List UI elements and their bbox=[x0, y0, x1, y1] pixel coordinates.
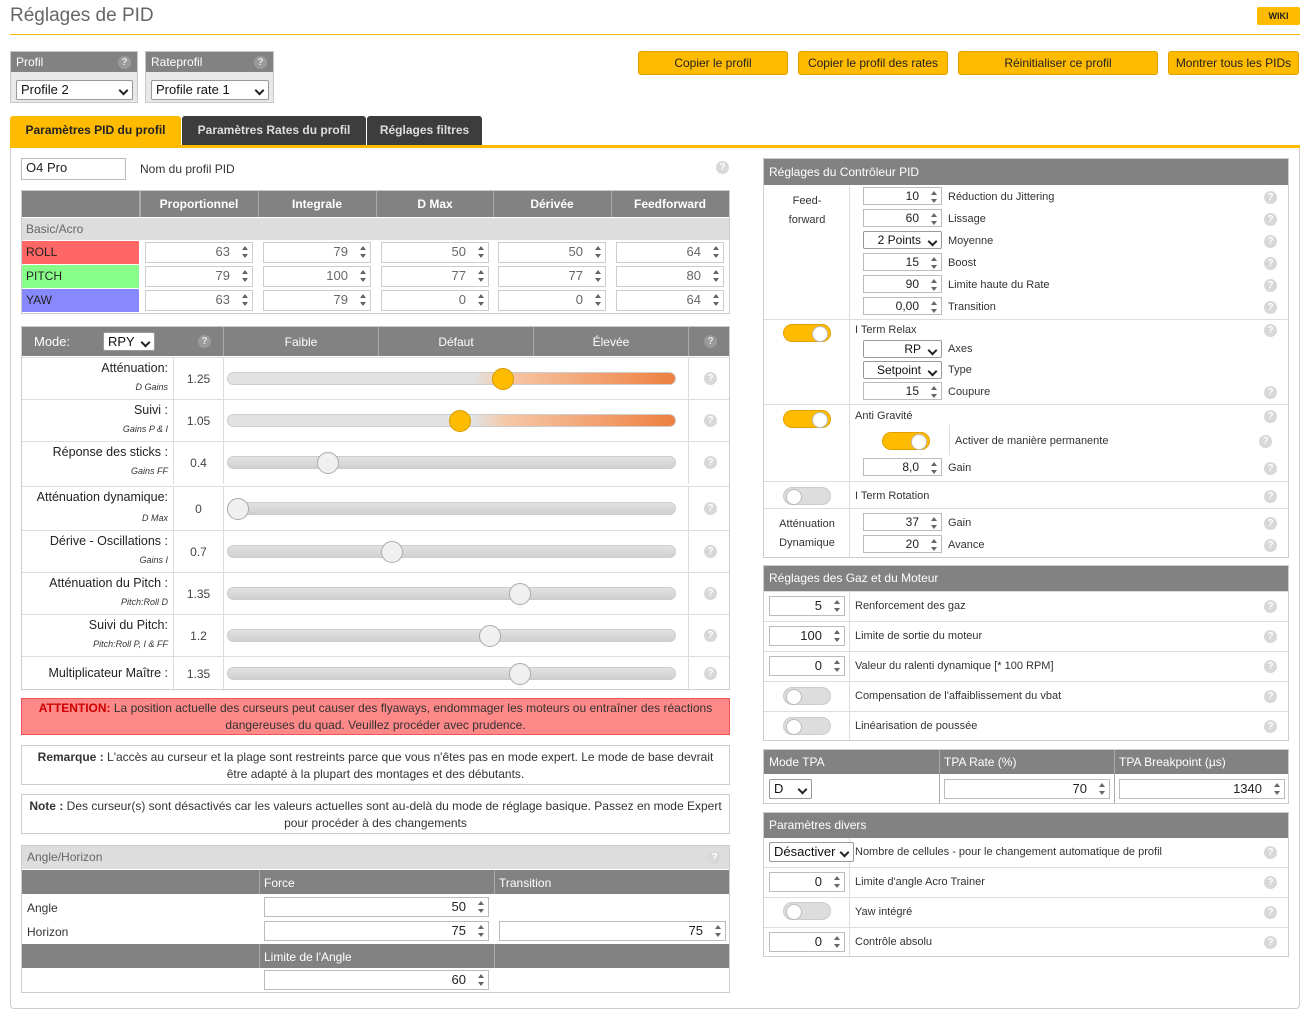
misc-panel bbox=[763, 812, 1289, 957]
slider-thumb[interactable] bbox=[509, 663, 531, 685]
copy-rates-button[interactable]: Copier le profil des rates bbox=[798, 51, 948, 75]
slider-row bbox=[22, 572, 729, 614]
anti-gravity-toggle[interactable] bbox=[783, 410, 831, 428]
help-icon[interactable]: ? bbox=[118, 56, 131, 69]
slider-sublabel: D Gains bbox=[135, 382, 168, 392]
anti-gravity-label: Anti Gravité bbox=[855, 410, 913, 422]
dyn-gain-label: Gain bbox=[948, 517, 972, 529]
ff-label: Limite haute du Rate bbox=[948, 279, 1050, 291]
angle-force-input[interactable]: 50 bbox=[264, 897, 489, 917]
help-icon[interactable]: ? bbox=[704, 335, 717, 348]
help-icon[interactable]: ? bbox=[1264, 213, 1277, 226]
slider-label: Multiplicateur Maître : bbox=[48, 666, 168, 680]
slider-thumb[interactable] bbox=[479, 625, 501, 647]
help-icon[interactable]: ? bbox=[1264, 539, 1277, 552]
pid-group-label: Basic/Acro bbox=[22, 218, 729, 240]
help-icon[interactable]: ? bbox=[1264, 235, 1277, 248]
pid-header: Integrale bbox=[258, 191, 375, 217]
horizon-transition-input[interactable]: 75 bbox=[499, 921, 726, 941]
tab-rates-profile[interactable]: Paramètres Rates du profil bbox=[182, 116, 366, 146]
feedforward-label-2: forward bbox=[788, 214, 826, 226]
throttle-toggle[interactable] bbox=[783, 717, 831, 735]
help-icon[interactable]: ? bbox=[1264, 462, 1277, 475]
slider-label: Atténuation du Pitch : bbox=[49, 576, 168, 590]
throttle-input[interactable]: 0 bbox=[769, 656, 845, 676]
slider-track[interactable] bbox=[227, 502, 676, 515]
dyn-gain-input[interactable]: 37 bbox=[863, 513, 942, 531]
note-strong: Note : bbox=[29, 799, 64, 813]
ag-gain-label: Gain bbox=[948, 462, 972, 474]
slider-sublabel: Pitch:Roll P, I & FF bbox=[93, 639, 168, 649]
iterm-rotation-toggle[interactable] bbox=[783, 487, 831, 505]
profile-box bbox=[10, 51, 138, 103]
acro-trainer-label: Limite d'angle Acro Trainer bbox=[855, 876, 985, 888]
relax-cutoff-label: Coupure bbox=[948, 386, 991, 398]
throttle-input[interactable]: 100 bbox=[769, 626, 845, 646]
slider-label: Suivi du Pitch: bbox=[88, 618, 168, 632]
slider-track[interactable] bbox=[227, 372, 676, 385]
page-title: Réglages de PID bbox=[10, 5, 154, 26]
note-text: Des curseur(s) sont désactivés car les valeurs actuelles sont au-delà du mode de réglage basique. Passez en mode Expert pour procéder à des changements bbox=[63, 799, 722, 830]
mode-label: Mode: bbox=[34, 334, 71, 349]
slider-value: 1.2 bbox=[190, 629, 207, 643]
help-icon[interactable]: ? bbox=[704, 667, 717, 680]
slider-track[interactable] bbox=[227, 545, 676, 558]
help-icon[interactable]: ? bbox=[1264, 630, 1277, 643]
pid-value-input[interactable]: 64 bbox=[616, 290, 724, 311]
pid-axis-yaw: YAW bbox=[22, 289, 139, 312]
rateprofile-label: Rateprofil bbox=[151, 55, 203, 69]
help-icon[interactable]: ? bbox=[1264, 600, 1277, 613]
throttle-label: Valeur du ralenti dynamique [* 100 RPM] bbox=[855, 660, 1054, 672]
slider-label: Suivi : bbox=[133, 403, 168, 417]
help-icon[interactable]: ? bbox=[1264, 690, 1277, 703]
pid-header: D Max bbox=[376, 191, 493, 217]
slider-row bbox=[22, 614, 729, 656]
slider-row bbox=[22, 656, 729, 690]
pid-value-input[interactable]: 0 bbox=[498, 290, 606, 311]
ff-averaging-select[interactable]: 2 Points bbox=[863, 231, 942, 249]
pid-value-input[interactable]: 77 bbox=[498, 266, 606, 287]
pid-axis-pitch: PITCH bbox=[22, 265, 139, 288]
dyn-damping-label-2: Dynamique bbox=[779, 537, 835, 549]
pid-profile-name-label: Nom du profil PID bbox=[140, 162, 235, 176]
slider-row bbox=[22, 486, 729, 530]
help-icon[interactable]: ? bbox=[1264, 876, 1277, 889]
reset-profile-button[interactable]: Réinitialiser ce profil bbox=[958, 51, 1158, 75]
copy-profile-button[interactable]: Copier le profil bbox=[638, 51, 788, 75]
slider-sublabel: Gains FF bbox=[130, 466, 168, 476]
angle-limit-input[interactable]: 60 bbox=[264, 970, 489, 990]
rateprofile-select[interactable]: Profile rate 1 bbox=[151, 80, 269, 100]
slider-row bbox=[22, 530, 729, 572]
help-icon[interactable]: ? bbox=[1264, 660, 1277, 673]
ff-label: Moyenne bbox=[948, 235, 994, 247]
throttle-label: Compensation de l'affaiblissement du vbat bbox=[855, 690, 1062, 702]
slider-sublabel: Gains P & I bbox=[122, 424, 168, 434]
header-divider bbox=[10, 34, 1300, 35]
ff-input[interactable]: 60 bbox=[863, 209, 942, 227]
slider-thumb[interactable] bbox=[317, 452, 339, 474]
help-icon[interactable]: ? bbox=[1264, 324, 1277, 337]
horizon-force-input[interactable]: 75 bbox=[264, 921, 489, 941]
throttle-input[interactable]: 5 bbox=[769, 596, 845, 616]
slider-low-label: Faible bbox=[284, 335, 318, 349]
slider-thumb[interactable] bbox=[492, 368, 514, 390]
throttle-label: Limite de sortie du moteur bbox=[855, 630, 983, 642]
help-icon[interactable]: ? bbox=[1264, 490, 1277, 503]
help-icon[interactable]: ? bbox=[1259, 435, 1272, 448]
slider-value: 1.35 bbox=[186, 587, 211, 601]
angle-horizon-title: Angle/Horizon bbox=[22, 846, 729, 869]
pid-header: Proportionnel bbox=[140, 191, 257, 217]
slider-value: 0.4 bbox=[190, 456, 207, 470]
ff-input[interactable]: 0,00 bbox=[863, 297, 942, 315]
acro-trainer-input[interactable]: 0 bbox=[769, 872, 845, 892]
angle-horizon-panel bbox=[21, 845, 730, 993]
remark-text: L'accès au curseur et la plage sont restreints parce que vous n'êtes pas en mode expert. Le mode de base devrait être adapté à la plupart des montages et des débutants. bbox=[103, 750, 714, 781]
mode-select[interactable]: RPY bbox=[103, 332, 155, 351]
angle-limit-header: Limite de l'Angle bbox=[264, 950, 352, 964]
help-icon[interactable]: ? bbox=[704, 456, 717, 469]
absolute-control-input[interactable]: 0 bbox=[769, 932, 845, 952]
pid-value-input[interactable]: 80 bbox=[616, 266, 724, 287]
pid-value-input[interactable]: 79 bbox=[263, 290, 371, 311]
help-icon[interactable]: ? bbox=[704, 372, 717, 385]
note-box bbox=[21, 794, 730, 834]
ff-input[interactable]: 15 bbox=[863, 253, 942, 271]
slider-track[interactable] bbox=[227, 587, 676, 600]
angle-label: Angle bbox=[27, 901, 58, 915]
slider-track[interactable] bbox=[227, 667, 676, 680]
relax-type-select[interactable]: Setpoint bbox=[863, 361, 942, 379]
dyn-advance-label: Avance bbox=[948, 539, 985, 551]
help-icon[interactable]: ? bbox=[704, 629, 717, 642]
help-icon[interactable]: ? bbox=[1264, 257, 1277, 270]
slider-sublabel: Gains I bbox=[139, 555, 168, 565]
profile-select[interactable]: Profile 2 bbox=[16, 80, 133, 100]
slider-value: 1.05 bbox=[186, 414, 211, 428]
feedforward-label-1: Feed- bbox=[792, 195, 822, 207]
help-icon[interactable]: ? bbox=[1264, 386, 1277, 399]
slider-thumb[interactable] bbox=[381, 541, 403, 563]
slider-value: 1.35 bbox=[186, 667, 211, 681]
dyn-advance-input[interactable]: 20 bbox=[863, 535, 942, 553]
slider-row bbox=[22, 399, 729, 441]
integrated-yaw-toggle[interactable] bbox=[783, 902, 831, 920]
warning-box bbox=[21, 698, 730, 735]
help-icon[interactable]: ? bbox=[704, 414, 717, 427]
ag-gain-input[interactable]: 8,0 bbox=[863, 458, 942, 476]
profile-label: Profil bbox=[16, 55, 44, 69]
help-icon[interactable]: ? bbox=[1264, 191, 1277, 204]
cell-count-label: Nombre de cellules - pour le changement automatique de profil bbox=[855, 846, 1162, 858]
slider-thumb[interactable] bbox=[227, 498, 249, 520]
slider-default-label: Défaut bbox=[438, 335, 474, 349]
slider-label: Dérive - Oscillations : bbox=[49, 534, 168, 548]
throttle-toggle[interactable] bbox=[783, 687, 831, 705]
help-icon[interactable]: ? bbox=[716, 161, 729, 174]
ag-permanent-label: Activer de manière permanente bbox=[955, 435, 1109, 447]
horizon-label: Horizon bbox=[27, 925, 69, 939]
tpa-mode-select[interactable]: D bbox=[769, 779, 812, 799]
relax-cutoff-input[interactable]: 15 bbox=[863, 382, 942, 400]
tpa-mode-header: Mode TPA bbox=[769, 755, 825, 769]
pid-value-input[interactable]: 50 bbox=[381, 242, 489, 263]
cell-count-select[interactable]: Désactiver bbox=[769, 842, 854, 862]
pid-value-input[interactable]: 63 bbox=[145, 290, 253, 311]
pid-table bbox=[21, 190, 730, 314]
iterm-relax-toggle[interactable] bbox=[783, 324, 831, 342]
help-icon[interactable]: ? bbox=[1264, 846, 1277, 859]
slider-sublabel: D Max bbox=[141, 513, 168, 523]
throttle-label: Linéarisation de poussée bbox=[855, 720, 978, 732]
slider-value: 0.7 bbox=[190, 545, 207, 559]
slider-label: Atténuation dynamique: bbox=[36, 490, 168, 504]
slider-sublabel: Pitch:Roll D bbox=[120, 597, 168, 607]
pid-value-input[interactable]: 77 bbox=[381, 266, 489, 287]
pid-value-input[interactable]: 0 bbox=[381, 290, 489, 311]
tab-pid-profile[interactable]: Paramètres PID du profil bbox=[10, 116, 181, 146]
misc-title: Paramètres divers bbox=[764, 813, 1288, 838]
pid-header: Feedforward bbox=[611, 191, 728, 217]
tpa-rate-header: TPA Rate (%) bbox=[944, 755, 1017, 769]
help-icon[interactable]: ? bbox=[1264, 301, 1277, 314]
wiki-button[interactable]: WIKI bbox=[1257, 7, 1300, 25]
rateprofile-box bbox=[145, 51, 274, 103]
tpa-breakpoint-header: TPA Breakpoint (µs) bbox=[1119, 755, 1226, 769]
slider-value: 0 bbox=[195, 502, 202, 516]
slider-track[interactable] bbox=[227, 629, 676, 642]
dyn-damping-label-1: Atténuation bbox=[779, 518, 835, 530]
ff-label: Réduction du Jittering bbox=[948, 191, 1055, 203]
pid-controller-panel bbox=[763, 158, 1289, 558]
help-icon[interactable]: ? bbox=[708, 851, 721, 864]
slider-label: Atténuation: bbox=[101, 361, 168, 375]
ff-input[interactable]: 90 bbox=[863, 275, 942, 293]
throttle-label: Renforcement des gaz bbox=[855, 600, 966, 612]
pid-value-input[interactable]: 79 bbox=[263, 242, 371, 263]
tab-filters[interactable]: Réglages filtres bbox=[367, 116, 482, 146]
help-icon[interactable]: ? bbox=[1264, 936, 1277, 949]
absolute-control-label: Contrôle absolu bbox=[855, 936, 933, 948]
help-icon[interactable]: ? bbox=[704, 545, 717, 558]
ff-input[interactable]: 10 bbox=[863, 187, 942, 205]
slider-thumb[interactable] bbox=[509, 583, 531, 605]
pid-value-input[interactable]: 50 bbox=[498, 242, 606, 263]
slider-track[interactable] bbox=[227, 456, 676, 469]
pid-axis-roll: ROLL bbox=[22, 241, 139, 264]
tpa-breakpoint-input[interactable]: 1340 bbox=[1119, 779, 1285, 799]
pid-controller-title: Réglages du Contrôleur PID bbox=[764, 159, 1288, 185]
ff-label: Transition bbox=[948, 301, 996, 313]
warning-text: La position actuelle des curseurs peut causer des flyaways, endommager les moteurs ou entraîner des réactions dangereuses du quad. Veuillez procéder avec prudence. bbox=[110, 701, 713, 732]
relax-axes-label: Axes bbox=[948, 343, 973, 355]
force-header: Force bbox=[264, 876, 295, 890]
ff-label: Boost bbox=[948, 257, 977, 269]
ag-permanent-toggle[interactable] bbox=[882, 432, 930, 450]
slider-value: 1.25 bbox=[186, 372, 211, 386]
warning-strong: ATTENTION: bbox=[38, 701, 111, 715]
show-all-pids-button[interactable]: Montrer tous les PIDs bbox=[1168, 51, 1299, 75]
tpa-panel bbox=[763, 749, 1289, 804]
relax-axes-select[interactable]: RP bbox=[863, 340, 942, 358]
integrated-yaw-label: Yaw intégré bbox=[855, 906, 913, 918]
help-icon[interactable]: ? bbox=[704, 587, 717, 600]
help-icon[interactable]: ? bbox=[704, 502, 717, 515]
relax-type-label: Type bbox=[948, 364, 972, 376]
help-icon[interactable]: ? bbox=[1264, 410, 1277, 423]
iterm-rotation-label: I Term Rotation bbox=[855, 490, 930, 502]
slider-label: Réponse des sticks : bbox=[52, 445, 168, 459]
help-icon[interactable]: ? bbox=[254, 56, 267, 69]
pid-value-input[interactable]: 64 bbox=[616, 242, 724, 263]
slider-high-label: Élevée bbox=[592, 335, 630, 349]
help-icon[interactable]: ? bbox=[1264, 906, 1277, 919]
transition-header: Transition bbox=[499, 876, 552, 890]
slider-thumb[interactable] bbox=[449, 410, 471, 432]
ff-label: Lissage bbox=[948, 213, 986, 225]
help-icon[interactable]: ? bbox=[1264, 720, 1277, 733]
pid-value-input[interactable]: 79 bbox=[145, 266, 253, 287]
throttle-panel bbox=[763, 565, 1289, 741]
throttle-title: Réglages des Gaz et du Moteur bbox=[764, 566, 1288, 591]
pid-profile-name-input[interactable]: O4 Pro bbox=[21, 158, 126, 180]
pid-header: Dérivée bbox=[493, 191, 610, 217]
slider-row bbox=[22, 357, 729, 399]
help-icon[interactable]: ? bbox=[1264, 517, 1277, 530]
tpa-rate-input[interactable]: 70 bbox=[944, 779, 1110, 799]
remark-box bbox=[21, 745, 730, 785]
remark-strong: Remarque : bbox=[37, 750, 104, 764]
sliders-panel bbox=[21, 326, 730, 690]
pid-value-input[interactable]: 100 bbox=[263, 266, 371, 287]
slider-row bbox=[22, 441, 729, 483]
help-icon[interactable]: ? bbox=[1264, 279, 1277, 292]
iterm-relax-label: I Term Relax bbox=[855, 324, 917, 336]
pid-value-input[interactable]: 63 bbox=[145, 242, 253, 263]
help-icon[interactable]: ? bbox=[198, 335, 211, 348]
